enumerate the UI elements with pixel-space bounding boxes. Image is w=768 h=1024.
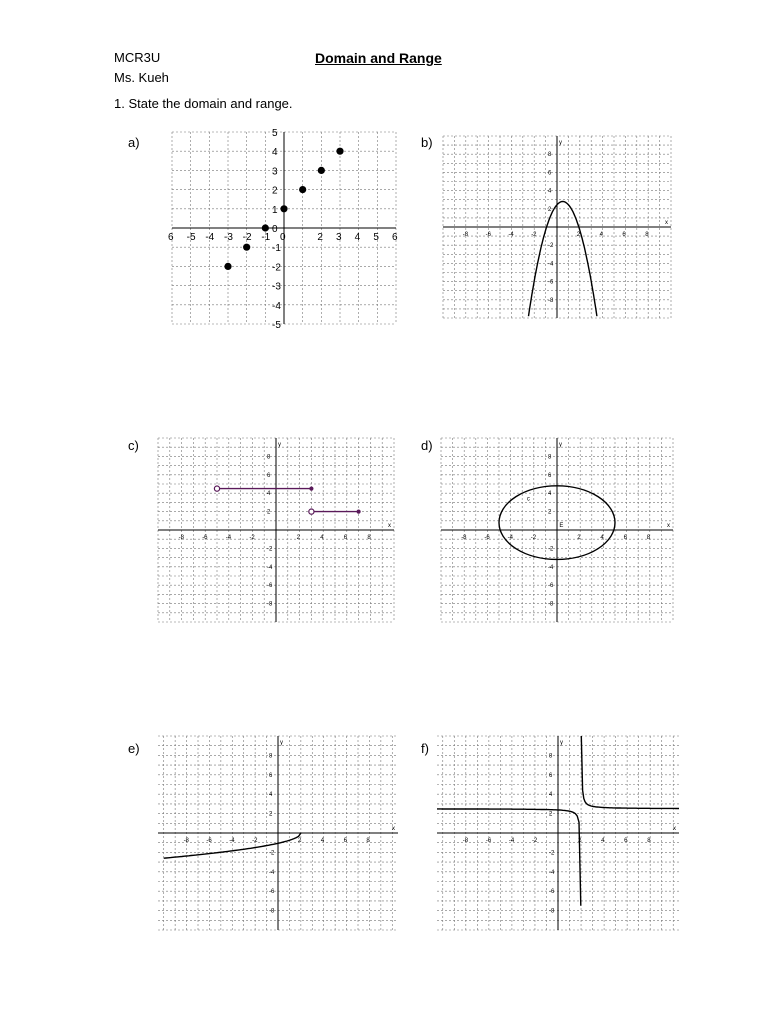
y-axis-label: y <box>560 740 563 746</box>
y-tick-label: 8 <box>269 753 273 760</box>
x-tick-label: 6 <box>168 232 174 243</box>
x-tick-label: -6 <box>485 838 492 844</box>
y-tick-label: -2 <box>272 262 281 274</box>
x-tick-label: -4 <box>508 838 515 844</box>
y-tick-label: 2 <box>272 185 278 197</box>
y-tick-label: -2 <box>548 546 554 553</box>
y-tick-label: 4 <box>272 147 278 159</box>
y-axis-label: y <box>280 740 283 746</box>
y-tick-label: 4 <box>548 491 552 498</box>
x-tick-label: -8 <box>178 535 184 541</box>
x-tick-label: 6 <box>623 535 627 541</box>
x-tick-label: 8 <box>367 535 371 541</box>
y-tick-label: 4 <box>267 491 271 498</box>
graph-label-a: a) <box>128 135 140 150</box>
x-tick-label: 0 <box>280 232 286 243</box>
teacher-name: Ms. Kueh <box>114 70 169 85</box>
graph-e-root <box>158 736 398 930</box>
y-tick-label: -4 <box>548 564 554 571</box>
x-tick-label: -4 <box>205 232 215 243</box>
y-tick-label: 4 <box>548 188 552 195</box>
question-text: 1. State the domain and range. <box>114 96 293 111</box>
x-tick-label: -6 <box>206 838 212 844</box>
y-tick-label: 6 <box>548 170 552 177</box>
x-tick-label: 6 <box>622 232 626 238</box>
x-axis-label: x <box>667 523 670 529</box>
y-tick-label: 4 <box>269 792 273 799</box>
y-tick-label: -2 <box>548 243 554 250</box>
y-tick-label: 5 <box>272 128 278 139</box>
x-tick-label: 2 <box>576 232 581 238</box>
x-tick-label: 6 <box>343 838 347 844</box>
x-axis-label: x <box>665 220 668 226</box>
y-axis-label: y <box>278 442 281 448</box>
y-tick-label: 6 <box>549 772 553 779</box>
x-tick-label: -4 <box>229 838 235 844</box>
x-tick-label: 6 <box>624 838 628 844</box>
y-tick-label: 8 <box>549 753 553 760</box>
y-axis-label: y <box>559 442 562 448</box>
graph-label-b: b) <box>421 135 433 150</box>
x-tick-label: 3 <box>336 232 342 243</box>
x-tick-label: 6 <box>392 232 398 243</box>
y-tick-label: 2 <box>269 811 273 818</box>
y-tick-label: -4 <box>549 869 555 876</box>
graph-d-ellipse <box>441 438 673 622</box>
x-tick-label: -4 <box>507 535 513 541</box>
y-tick-label: -4 <box>548 261 554 268</box>
graph-b-parabola <box>443 136 671 318</box>
y-tick-label: -8 <box>269 908 275 915</box>
point-label-e: E <box>559 523 564 530</box>
data-point <box>318 167 325 174</box>
y-tick-label: -4 <box>269 869 275 876</box>
y-tick-label: 8 <box>267 454 271 461</box>
x-tick-label: -1 <box>261 232 271 243</box>
x-tick-label: -4 <box>225 535 232 541</box>
y-tick-label: -2 <box>549 850 555 857</box>
y-tick-label: 8 <box>548 454 552 461</box>
y-tick-label: 8 <box>548 152 552 159</box>
y-tick-label: 6 <box>548 472 552 479</box>
x-tick-label: -6 <box>202 535 208 541</box>
y-tick-label: 4 <box>549 792 553 799</box>
x-tick-label: 2 <box>578 838 582 844</box>
graph-label-f: f) <box>421 741 429 756</box>
x-tick-label: -2 <box>530 535 537 541</box>
x-tick-label: 4 <box>601 838 605 844</box>
y-tick-label: -8 <box>549 908 555 915</box>
y-tick-label: 3 <box>272 166 278 178</box>
x-tick-label: 4 <box>599 232 603 238</box>
y-tick-label: -6 <box>548 279 554 286</box>
data-point <box>299 186 306 193</box>
x-tick-label: 8 <box>646 535 651 541</box>
x-tick-label: 8 <box>366 838 370 844</box>
x-tick-label: -8 <box>462 232 469 238</box>
y-tick-label: -8 <box>548 601 554 608</box>
y-tick-label: -4 <box>272 300 281 312</box>
y-tick-label: 6 <box>269 772 273 779</box>
x-tick-label: -3 <box>224 232 233 243</box>
graph-label-e: e) <box>128 741 140 756</box>
x-tick-label: 4 <box>600 535 604 541</box>
page-title: Domain and Range <box>315 50 442 66</box>
x-tick-label: 5 <box>373 232 379 243</box>
open-endpoint <box>214 486 219 491</box>
x-tick-label: 2 <box>297 838 302 844</box>
y-tick-label: -8 <box>548 297 554 304</box>
closed-endpoint <box>310 487 313 490</box>
x-tick-label: 2 <box>577 535 581 541</box>
data-point <box>243 244 250 251</box>
x-tick-label: -8 <box>461 535 467 541</box>
x-tick-label: 2 <box>296 535 300 541</box>
x-tick-label: -2 <box>531 838 538 844</box>
point-label-c: c <box>526 496 530 503</box>
y-tick-label: 2 <box>549 811 553 818</box>
y-tick-label: -2 <box>267 546 273 553</box>
data-point <box>262 224 269 231</box>
data-point <box>280 205 287 212</box>
y-tick-label: -6 <box>549 889 555 896</box>
x-tick-label: -2 <box>249 535 255 541</box>
y-tick-label: -5 <box>272 320 281 331</box>
y-tick-label: 2 <box>548 206 552 213</box>
graph-label-d: d) <box>421 438 433 453</box>
y-tick-label: 6 <box>267 472 271 479</box>
x-axis-label: x <box>673 826 676 832</box>
data-point <box>224 263 231 270</box>
x-tick-label: -2 <box>242 232 252 243</box>
x-tick-label: 2 <box>317 232 323 243</box>
x-tick-label: 6 <box>343 535 348 541</box>
x-tick-label: -6 <box>485 232 491 238</box>
x-tick-label: -5 <box>186 232 196 243</box>
y-tick-label: -2 <box>269 850 275 857</box>
graph-c-segments <box>158 438 394 622</box>
x-tick-label: 4 <box>320 838 325 844</box>
y-tick-label: 2 <box>548 509 552 516</box>
y-tick-label: -6 <box>267 583 273 590</box>
x-tick-label: -8 <box>462 838 469 844</box>
graph-f-hyperbola <box>437 736 679 930</box>
open-endpoint <box>309 509 314 514</box>
y-tick-label: 1 <box>272 204 278 216</box>
closed-endpoint <box>357 510 360 513</box>
y-tick-label: -1 <box>272 243 281 255</box>
y-tick-label: -4 <box>267 564 273 571</box>
y-tick-label: 2 <box>267 509 271 516</box>
graph-a-scatter <box>168 128 398 331</box>
x-tick-label: -2 <box>531 232 537 238</box>
course-code: MCR3U <box>114 50 161 65</box>
x-tick-label: -4 <box>508 232 514 238</box>
x-tick-label: 4 <box>320 535 324 541</box>
x-axis-label: x <box>392 826 395 832</box>
y-tick-label: -8 <box>267 601 273 608</box>
x-tick-label: -2 <box>252 838 258 844</box>
y-tick-label: -6 <box>269 889 275 896</box>
x-tick-label: -6 <box>484 535 490 541</box>
y-tick-label: 0 <box>272 224 278 235</box>
y-tick-label: -6 <box>548 583 554 590</box>
y-tick-label: -3 <box>272 281 281 293</box>
x-tick-label: 4 <box>354 232 361 243</box>
graph-label-c: c) <box>128 438 139 453</box>
hyperbola-right-branch <box>581 736 679 809</box>
x-axis-label: x <box>388 523 391 529</box>
data-point <box>336 148 343 155</box>
y-axis-label: y <box>559 140 562 146</box>
x-tick-label: 8 <box>647 838 651 844</box>
x-tick-label: -8 <box>183 838 189 844</box>
x-tick-label: 8 <box>645 232 649 238</box>
parabola-curve <box>529 202 597 317</box>
